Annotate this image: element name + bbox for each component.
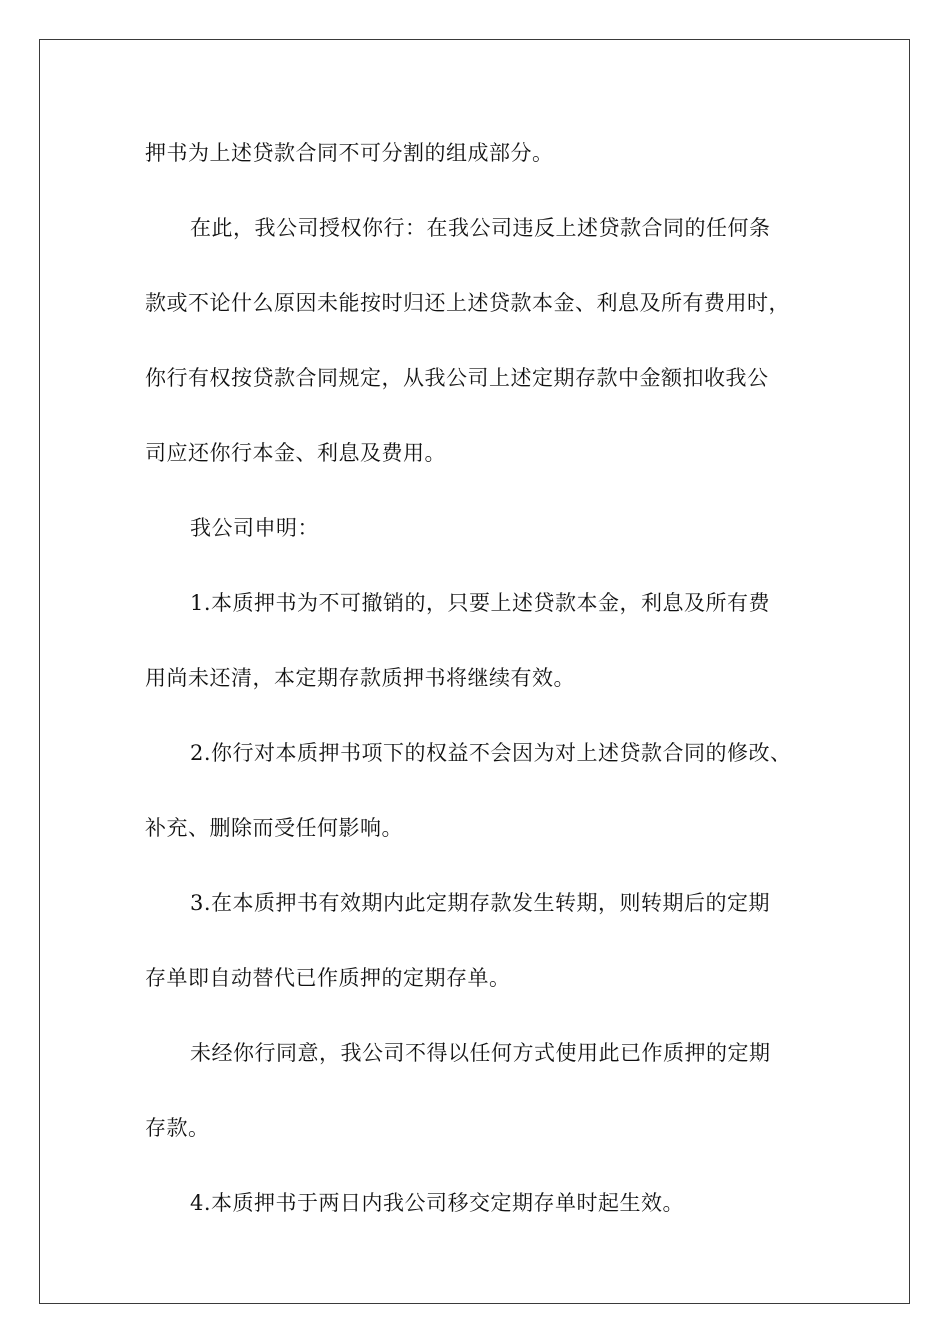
text-line: 用尚未还清，本定期存款质押书将继续有效。 bbox=[145, 666, 575, 690]
text-line: 1.本质押书为不可撤销的，只要上述贷款本金，利息及所有费 bbox=[190, 591, 771, 615]
text-line: 我公司申明： bbox=[190, 516, 319, 540]
text-line: 存单即自动替代已作质押的定期存单。 bbox=[145, 966, 511, 990]
text-line: 未经你行同意，我公司不得以任何方式使用此已作质押的定期 bbox=[190, 1041, 771, 1065]
text-line: 司应还你行本金、利息及费用。 bbox=[145, 441, 446, 465]
text-line: 补充、删除而受任何影响。 bbox=[145, 816, 403, 840]
text-line: 存款。 bbox=[145, 1116, 210, 1140]
text-line: 4.本质押书于两日内我公司移交定期存单时起生效。 bbox=[190, 1191, 685, 1215]
text-line: 3.在本质押书有效期内此定期存款发生转期，则转期后的定期 bbox=[190, 891, 771, 915]
text-line: 2.你行对本质押书项下的权益不会因为对上述贷款合同的修改、 bbox=[190, 741, 792, 765]
text-line: 你行有权按贷款合同规定，从我公司上述定期存款中金额扣收我公 bbox=[145, 366, 769, 390]
text-line: 款或不论什么原因未能按时归还上述贷款本金、利息及所有费用时， bbox=[145, 291, 790, 315]
text-line: 押书为上述贷款合同不可分割的组成部分。 bbox=[145, 141, 554, 165]
text-line: 在此，我公司授权你行：在我公司违反上述贷款合同的任何条 bbox=[190, 216, 771, 240]
page-border bbox=[39, 39, 910, 1304]
